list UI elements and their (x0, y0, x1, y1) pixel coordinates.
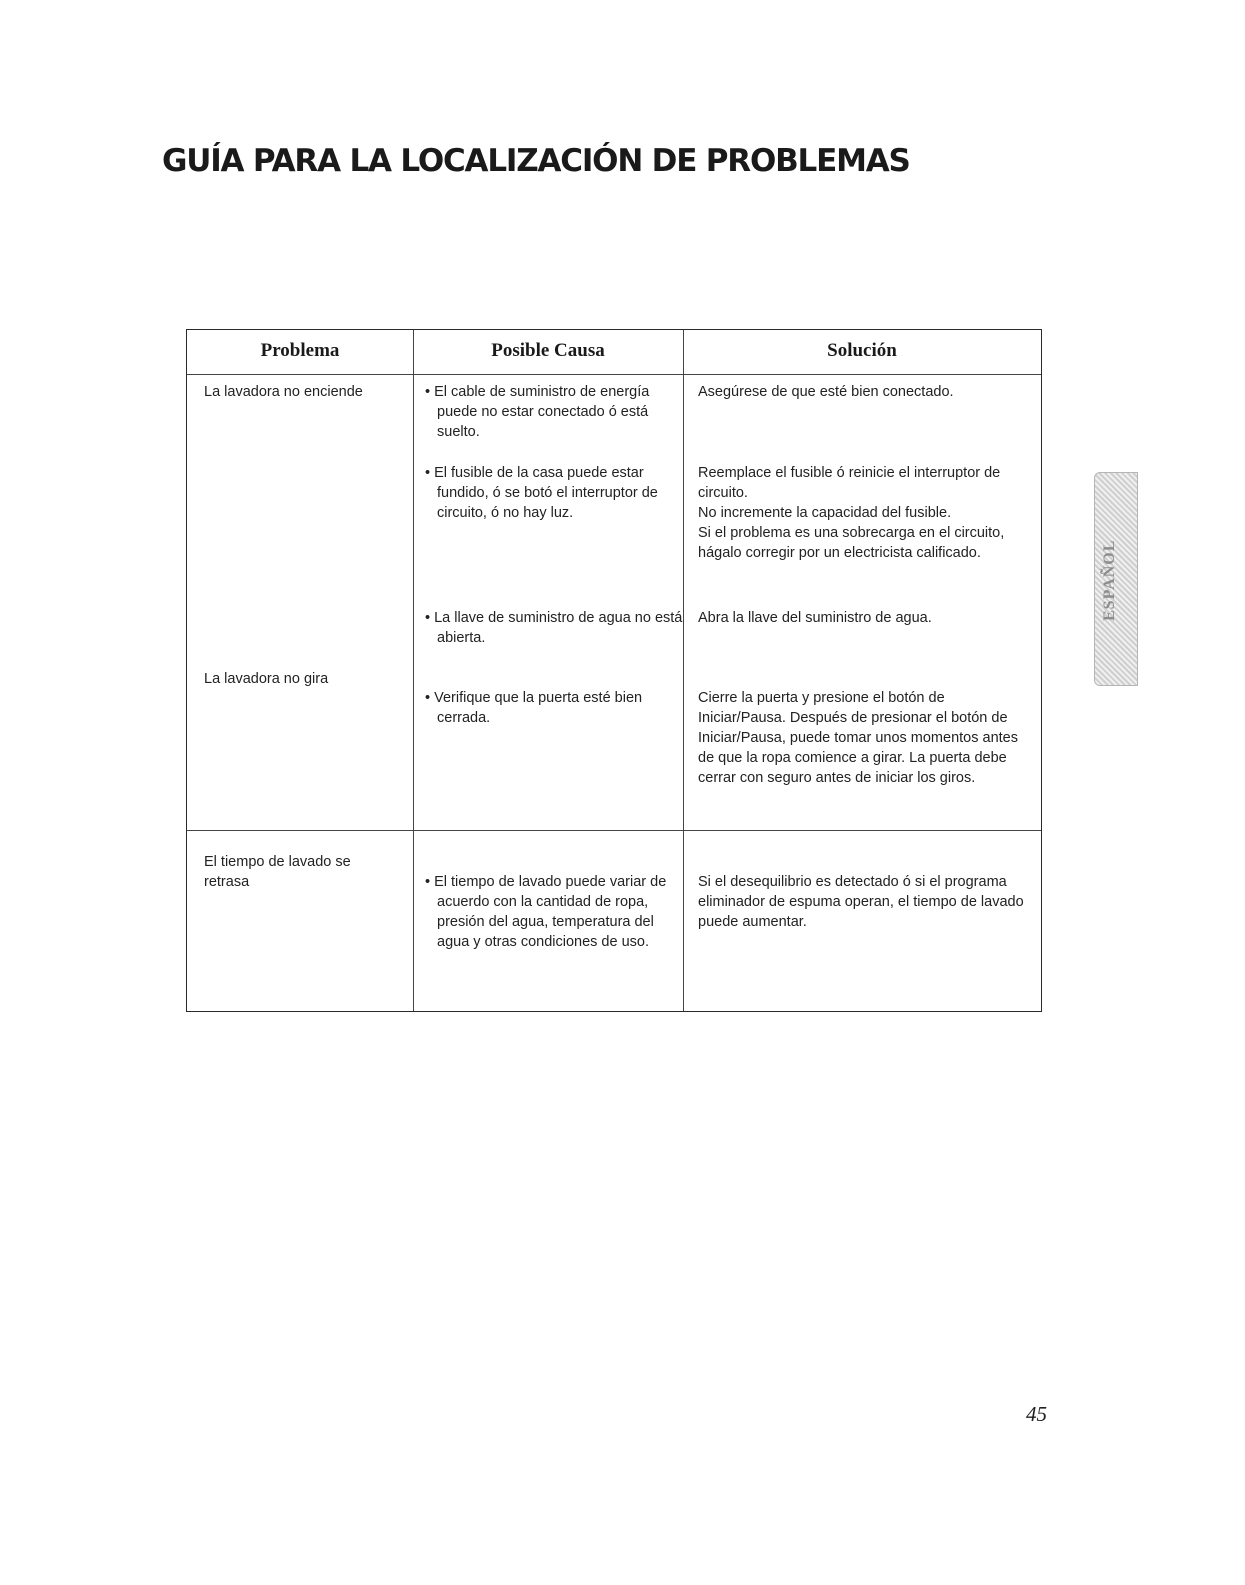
header-divider (187, 374, 1041, 375)
solution-cell: Cierre la puerta y presione el botón de Iniciar/Pausa. Después de presionar el botón de Iniciar/Pausa, puede tomar unos momentos antes de que la ropa comience a girar. La puerta debe cerrar con seguro antes de iniciar los giros. (698, 690, 1018, 786)
problem-cell: La lavadora no enciende (204, 384, 363, 400)
header-solucion: Solución (827, 340, 897, 361)
solution-cell: Asegúrese de que esté bien conectado. (698, 384, 954, 400)
cause-cell: • El tiempo de lavado puede variar de acuerdo con la cantidad de ropa, presión del agua, temperatura del agua y otras condiciones de uso. (425, 874, 667, 950)
problem-cell: La lavadora no gira (204, 671, 329, 687)
problem-cell: El tiempo de lavado se retrasa (204, 854, 351, 890)
cause-cell: • El fusible de la casa puede estar fundido, ó se botó el interruptor de circuito, ó no hay luz. (425, 465, 658, 521)
solution-cell: Si el desequilibrio es detectado ó si el programa eliminador de espuma operan, el tiempo de lavado puede aumentar. (698, 874, 1024, 930)
solution-cell: Abra la llave del suministro de agua. (698, 610, 932, 626)
solution-cell: Reemplace el fusible ó reinicie el interruptor de circuito. No incremente la capacidad del fusible. Si el problema es una sobrecarga en el circuito, hágalo corregir por un electricista calificado. (698, 465, 1005, 561)
page-number: 45 (1026, 1402, 1047, 1426)
row-divider (187, 830, 1041, 831)
cause-cell: • El cable de suministro de energía puede no estar conectado ó está suelto. (425, 384, 650, 440)
cause-cell: • La llave de suministro de agua no está abierta. (425, 610, 683, 646)
page-title: GUÍA PARA LA LOCALIZACIÓN DE PROBLEMAS (162, 143, 910, 179)
header-posible-causa: Posible Causa (491, 340, 605, 361)
column-divider (413, 330, 414, 1011)
cause-cell: • Verifique que la puerta esté bien cerrada. (425, 690, 643, 726)
header-problema: Problema (260, 340, 340, 361)
troubleshooting-table (186, 329, 1042, 1012)
language-side-tab-label: ESPAÑOL (1101, 539, 1118, 621)
